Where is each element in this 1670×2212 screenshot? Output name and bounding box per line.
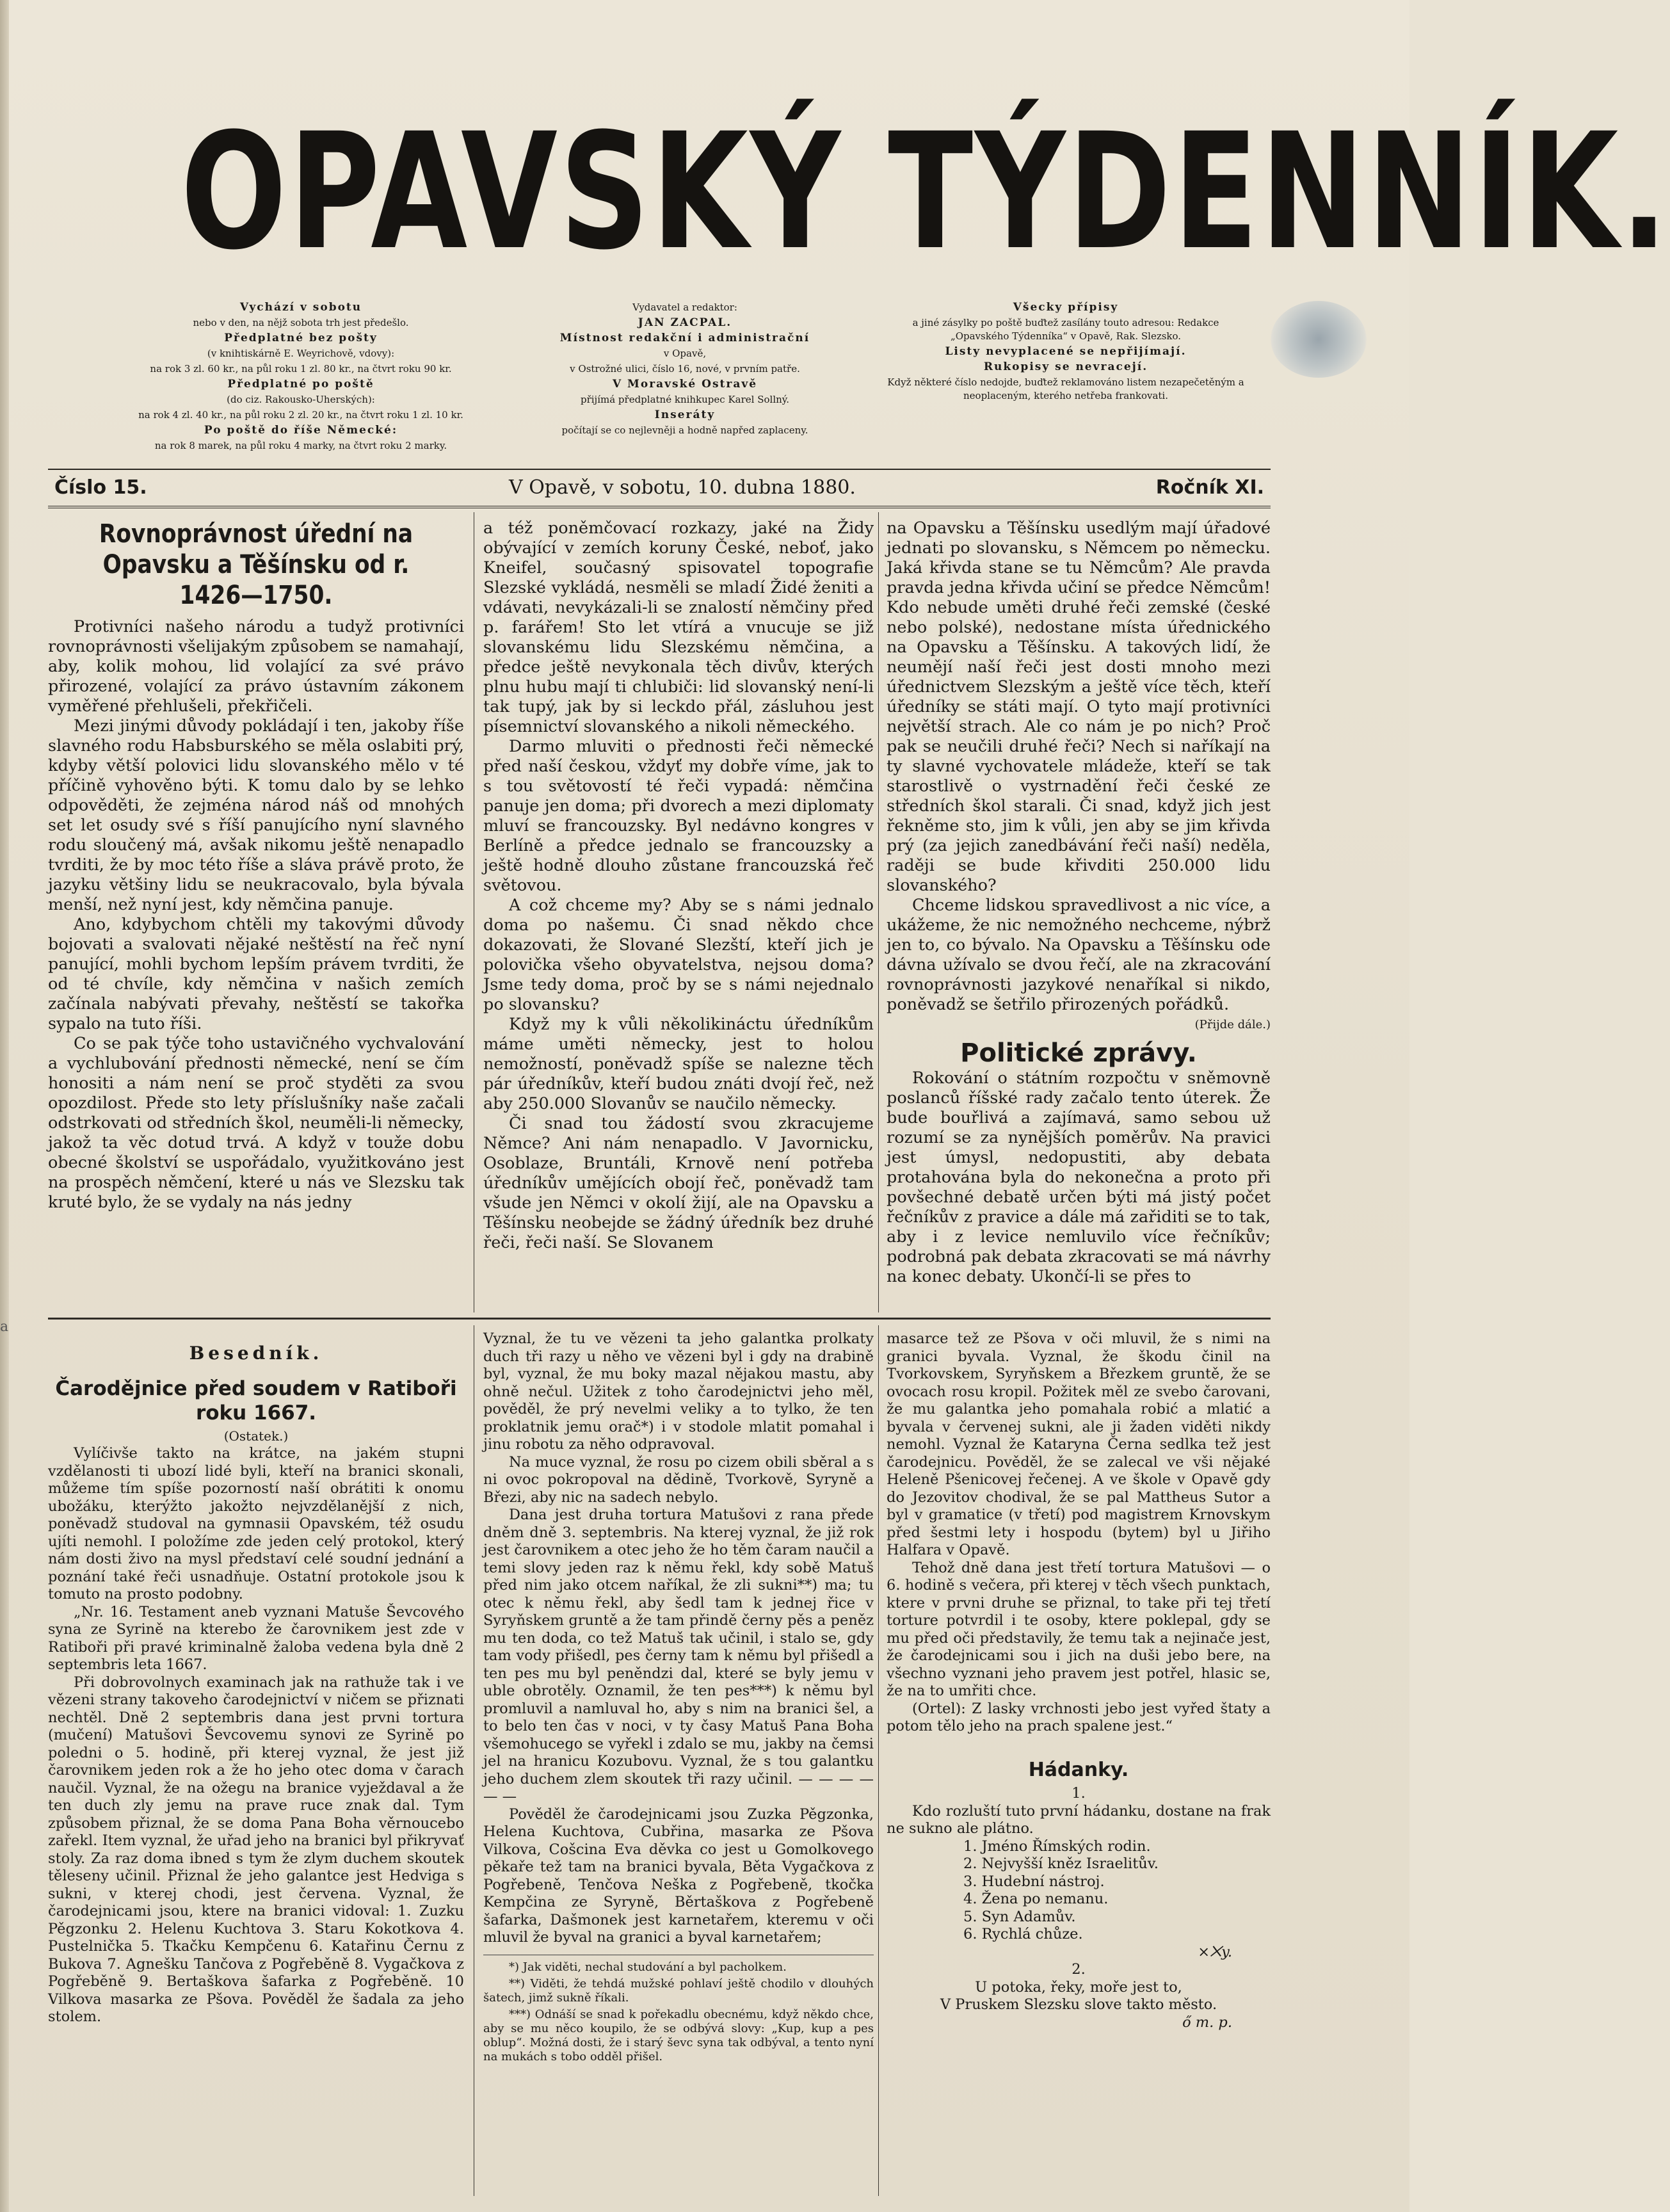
riddle-item: 3. Hudební nástroj. [963,1873,1105,1890]
info-line: Když některé číslo nedojde, buďtež reklamováno listem nezapečetěným a neoplaceným, kterého netřeba frankovati. [887,376,1244,401]
info-line: Všecky přípisy [1013,301,1119,314]
info-line: Místnost redakční i administrační [559,332,810,344]
feuilleton-headline: Čarodějnice před soudem v Ratiboři roku 1667. [55,1376,457,1425]
info-line: JAN ZACPAL. [638,316,732,329]
footnotes [483,1955,874,2064]
info-line: přijímá předplatné knihkupec Karel Sollný. [580,394,790,405]
riddle-item: 4. Žena po nemanu. [963,1891,1109,1907]
library-stamp [1271,301,1367,378]
riddle-item: 2. Nejvyšší kněz Israelitův. [963,1855,1159,1872]
paragraph: Protivníci našeho národu a tudyž protivníci rovnoprávnosti všelijakým způsobem se namahají, aby, kolik mohou, lid volající za své právo přirozené, volající za právo ústavním zákonem vyměřené přehlušeli, překřičeli. [48,617,464,716]
editorial-info [506,301,864,439]
issue-bar [48,469,1271,508]
info-line: Předplatné po poště [227,378,374,391]
correspondence-info [883,301,1248,405]
feuilleton-section-title: Besedník. [189,1343,323,1364]
info-line: (do ciz. Rakousko-Uherských): [227,394,375,405]
paragraph: A což chceme my? Aby se s námi jednalo doma po našemu. Či snad někdo chce dokazovati, že Slované Slezští, kteří jich je polovička všeho obyvatelstva, nejsou doma? Jsme tedy doma, proč by se s námi nejednalo po slovansku? [483,896,874,1014]
politics-heading: Politické zprávy. [960,1038,1197,1068]
info-line: počítají se co nejlevněji a hodně napřed zaplaceny. [561,424,808,436]
binding-edge [0,0,9,2212]
footnote: **) Viděti, že tehdá mužské pohlaví ještě chodilo v dlouhých šatech, jimž sukně říkali. [483,1976,874,2005]
footnote: ***) Odnáší se snad k pořekadlu obecnému, když někdo chce, aby se mu něco koupilo, že se odbývá slovy: „Kup, kup a pes oblup“. Možná dosti, že i starý ševc syna tak odbýval, a tento nyní na mukách s tobo odděl přišel. [483,2007,874,2063]
info-line: nebo v den, na nějž sobota trh jest předešlo. [193,317,409,328]
column-rule [878,512,879,1312]
info-line: Rukopisy se nevracejí. [983,360,1148,373]
paragraph: „Nr. 16. Testament aneb vyznani Matuše Ševcového syna ze Syrině na kterebo že čarovnikem jest zde v Ratiboři při pravé kriminalně žaloba vedena byla dně 2 septembris leta 1667. [48,1603,464,1673]
info-line: v Ostrožné ulici, číslo 16, nové, v prvním patře. [570,363,800,375]
continued-note: (Přijde dále.) [1194,1018,1271,1031]
feuilleton-column-1 [48,1344,464,2026]
paragraph: Darmo mluviti o přednosti řeči německé před naší českou, vždyť my dobře víme, jak to s tou světovostí té řeči vypadá: němčina panuje jen doma; při dvorech a mezi diplomaty mluví se francouzsky. Byl nedávno kongres v Berlíně a předce jednalo se francouzsky a ještě hodně dlouho zůstane francouzská řeč světovou. [483,737,874,895]
paragraph: Pověděl že čarodejnicami jsou Zuzka Pěgzonka, Helena Kuchtova, Cubřina, masarka ze Pšova Vilkova, Cošcina Eva děvka co jest u Gomolkovego pěkaře tež tam na branici byvala, Běta Vygačkova z Pogřebeně, Tenčova Neška z Pogřebeně, tkočka Kempčina ze Syryně, Běrtaškova z Pogřebeně šafarka, Dašmonek jest karnetařem, kteremu v oči mluvil že byval na granici a byval karnetařem; [483,1805,874,1946]
paragraph: Ano, kdybychom chtěli my takovými důvody bojovati a svalovati nějaké neštěstí na řeč nyní panující, mohli bychom lepším právem tvrditi, že od té chvíle, kdy němčina v našich zemích začínala nabývati převahy, neštěstí se takořka sypalo na tuto říši. [48,915,464,1033]
section-rule [48,1318,1271,1320]
info-line: v Opavě, [663,348,707,359]
riddle-item: 6. Rychlá chůze. [963,1926,1083,1942]
paragraph: Chceme lidskou spravedlivost a nic více, a ukážeme, že nic nemožného nechceme, nýbrž jen to, co bývalo. Na Opavsku a Těšínsku ode dávna užívalo se dvou řečí, ale na zkracování rovnoprávnosti jazykové nenaříkal si nikdo, poněvadž se šetřilo přirozených pořádků. [887,896,1271,1014]
footnote: *) Jak viděti, nechal studování a byl pacholkem. [509,1960,787,1974]
info-line: na rok 8 marek, na půl roku 4 marky, na čtvrt roku 2 marky. [154,440,447,451]
masthead-title: OPAVSKÝ TÝDENNÍK. [181,99,1670,285]
riddle-intro: Kdo rozluští tuto první hádanku, dostane na frak ne sukno ale plátno. [887,1802,1271,1837]
feuilleton-byline: (Ostatek.) [223,1428,289,1444]
riddles-heading: Hádanky. [1028,1758,1129,1781]
riddle-item: 5. Syn Adamův. [963,1908,1076,1925]
article-headline: Rovnoprávnost úřední na Opavsku a Těšínsku od r. 1426—1750. [99,519,413,610]
paragraph: Vyznal, že tu ve vězeni ta jeho galantka prolkaty duch tři razy u něho ve vězeni byl i gdy na drabině byl, vyznal, že mu boky mazal nějakou mastu, aby ohně nečul. Užitek z toho čarodejnictvi jeho měl, pověděl, že prý nevelmi veliky a to tylko, že ten proklatnik jemu orač*) i v stodole mlatit pomahal i jinu robotu za něho odpravoval. [483,1330,874,1453]
info-line: Inseráty [654,408,716,421]
paragraph: masarce tež ze Pšova v oči mluvil, že s nimi na granici byvala. Vyznal, že škodu činil na Tvorkovskem, Syryňskem a Březkem gruntě, že se ovocach rosu kropil. Požitek měl ze svebo čarovani, že mu galantka jeho pomahala robić a mlatić a byvala v červenej sukni, ale ji žaden viděti nikdy nemohl. Vyznal že Kataryna Černa sedlka tež jest čarodejnicu. Pověděl, že se zalecal ve vši nějaké Heleně Pšenicovej řečenej. A ve škole v Opavě gdy do Jezovitov chodival, že se pal Mattheus Sutor a byl v gramatice (v třetí) pod magistrem Krnovskym před šestmi lety i hospodu (bytem) byl u Jiřiho Halfara v Opavě. [887,1330,1271,1558]
paragraph: Mezi jinými důvody pokládají i ten, jakoby říše slavného rodu Habsburského se měla oslabiti prý, kdyby větší polovici lidu slovanského mělo v té příčině vyhověno býti. K tomu dalo by se lehko odpověděti, že zejména národ náš od mnohých set let osudy své s říší panujícího nyní slavného rodu sloučený má, avšak nikomu ještě nenapadlo tvrditi, že by moc této říše a sláva právě proto, že jazyku většiny lidu se neukracovalo, byla bývala menší, než nyní jest, kdy němčina panuje. [48,716,464,914]
article-column-2 [483,519,874,1253]
paragraph: (Ortel): Z lasky vrchnosti jebo jest vyřed štaty a potom tělo jeho na prach spalene jest.“ [887,1700,1271,1734]
feuilleton-column-2 [483,1330,874,2067]
issue-volume: Ročník XI. [1155,476,1264,499]
info-line: V Moravské Ostravě [612,378,758,391]
feuilleton-column-3 [887,1330,1271,2031]
paragraph: Při dobrovolnych examinach jak na rathuže tak i ve vězeni strany takoveho čarodejnictví v ničem se přiznati nechtěl. Dně 2 septembris dana jest prvni tortura (mučení) Matušovi Ševcovemu synovi ze Syrině po poledni o 5. hodině, při kterej vyznal, že jest již čarovnikem jeden rok a že ho jeho otec doma v čarach naučil. Vyznal, že na ožegu na branice vyježdaval a že ten duch zly jemu na prave ruce znak dal. Tym způsobem přiznal, že se doma Pana Boha věrnoucebo zařekl. Item vyznal, že uřad jeho na branici byl přikryvať stoly. Za raz doma ibned s tym že zlym duchem skoutek těleseny učinil. Přiznal že jeho galantce jest Hedviga s sukni, v kterej chodi, jest červena. Vyznal, že čarodejnicami jsou, ktere na branici vidoval: 1. Zuzku Pěgzonku 2. Helenu Kuchtova 3. Staru Kokotkova 4. Pustelnička 5. Tkačku Kempčenu 6. Katařinu Černu z Bukova 7. Agnešku Tančova z Pogřeběně 8. Vygačkova z Pogřeběně 9. Bertaškova šafarka z Pogřeběně. 10 Vilkova masarka ze Pšova. Pověděl že šadala za jeho stolem. [48,1674,464,2025]
paragraph: Dana jest druha tortura Matušovi z rana přede dněm dně 3. septembris. Na kterej vyznal, že již rok jest čarovnikem a otec jeho že ho těm čaram naučil a temi slovy jeden raz k němu řekl, kdy sobě Matuš před nim jako otcem naříkal, že zli sukni**) ma; tu otec k němu řekl, aby šedl tam k jednej řice v Syryňskem gruntě a že tam přindě černy pěs a peněz mu ten doda, co tež Matuš tak učinil, i stalo se, gdy tam vody přišedl, pes černy tam k němu byl přišedl a ten pes mu byl peněndzi dal, které se byly jemu v uble obrotěly. Oznamil, že ten pes***) k němu byl promluvil a namluval ho, aby s nim na branici šel, a to belo ten čas v noci, v ty časy Matuš Pana Boha všemohucego se vyřekl i zdalo se mu, jakby na čemsi jel na hranicu Kozubovu. Vyznal, že s tou galantku jeho duchem zlem skoutek tři razy učinil. — — — — — — [483,1506,874,1805]
article-column-3 [887,519,1271,1287]
riddle-item: 1. Jméno Římských rodin. [963,1837,1151,1855]
paragraph: a též poněmčovací rozkazy, jaké na Židy obývající v zemích koruny České, neboť, jako Kneifel, současný spisovatel topografie Slezské vykládá, nesměli se mladí Židé ženiti a vdávati, nevykázali-li se znalostí němčiny před p. farářem! Sto let vtírá a vnucuje se již slovanskému lidu Slezskému němčina, a předce ještě nevykonala těch divův, kterých plnu hubu mají ti chlubiči: lid slovanský není-li tak tupý, jak by si leckdo přál, zásluhou jest písemnictví slovanského a nikoli německého. [483,519,874,736]
info-line: (v knihtiskárně E. Weyrichově, vdovy): [207,348,395,359]
paragraph: Když my k vůli několikináctu úředníkům máme uměti německy, jest to holou nemožností, poněvadž spíše se nalezne těch pár úředníkův, kteří budou znáti dvojí řeč, než aby 250.000 Slovanův se naučilo německy. [483,1015,874,1113]
riddle-line: V Pruskem Slezsku slove takto město. [940,1996,1217,2013]
info-line: Po poště do říše Německé: [204,424,398,437]
column-rule [878,1325,879,2196]
riddle-mark: ×⨉y. [1198,1943,1232,1960]
paragraph: Rokování o státním rozpočtu v sněmovně poslanců říšské rady začalo tento úterek. Že bude bouřlivá a zajímavá, samo sebou už rozumí se za nynějších poměrův. Na pravici jest úmysl, nedopustiti, aby debata protahována byla do nekonečna a proto při povšechné debatě určen býti má jistý počet řečníkův z pravice a dále má zařiditi se to tak, aby i z levice nemluvilo více řečníkův; podrobná pak debata zkracovati se má návrhy na konec debaty. Ukončí-li se přes to [887,1069,1271,1286]
riddle-line: U potoka, řeky, moře jest to, [975,1978,1182,1996]
article-column-1 [48,519,464,1213]
info-line: Předplatné bez pošty [224,332,378,344]
riddle-number: 2. [1072,1961,1086,1978]
issue-number: Číslo 15. [54,476,147,499]
margin-mark: a [0,1319,9,1335]
info-line: a jiné zásylky po poště buďtež zasílány touto adresou: Redakce „Opavského Týdenníka“ v Opavě, Rak. Slezsko. [912,317,1219,342]
paragraph: na Opavsku a Těšínsku usedlým mají úřadové jednati po slovansku, s Němcem po německu. Jaká křivda stane se tu Němcům? Ale pravda pravda jedna křivda učiní se předce Němcům! Kdo nebude uměti druhé řeči zemské (české nebo polské), nedostane místa úřednického na Opavsku a Těšínsku. A takových lidí, že neumějí naší řeči jest dosti mnoho mezi úřednictvem Slezským a ještě více těch, kteří úředníky se státi mají. O tyto mají protivníci největší strach. Ale co nám je po nich? Proč pak se neučili druhé řeči? Nech si naříkají na ty slavné vychovatele mládeže, kteří se tak starostlivě o vystrnadění řeči české ze středních škol starali. Či snad, když jich jest řekněme sto, jim k vůli, jen aby se jim křivda prý (za jejich zanedbávání řeči naší) neděla, raději se bude křivditi 250.000 lidu slovanského? [887,519,1271,895]
paragraph: Vylíčivše takto na krátce, na jakém stupni vzdělanosti ti ubozí lidé byli, kteří na branici skonali, můžeme tím spíše pozorností naší obrátiti k onomu ubožáku, kterýžto jakožto nejvzdělanější z nich, poněvadž studoval na gymnasii Opavském, též osudu ujíti nemohl. I položíme zde jeden celý protokol, který nám dosti živo na mysl představí celé soudní jednání a poznání také řeči usnadňuje. Ostatní protokole jsou k tomuto na prosto podobny. [48,1445,464,1602]
info-line: Vydavatel a redaktor: [632,302,737,313]
riddle-signature: ő m. p. [1182,2014,1232,2031]
info-line: Vychází v sobotu [239,301,362,314]
paragraph: Co se pak týče toho ustavičného vychvalování a vychlubování přednosti německé, není se čím honositi a nám není se proč styděti za svou opozdilost. Přede sto lety příslušníky naše začali odstrkovati od středních škol, neuměli-li německy, jakož ta věc dotud trvá. A když v touže dobu obecné školství se uspořádalo, využitkováno jest na prospěch němčení, které u nás ve Slezsku tak kruté bylo, že se vydaly na nás jedny [48,1034,464,1212]
subscription-info [115,301,486,455]
issue-place-date: V Opavě, v sobotu, 10. dubna 1880. [509,476,856,499]
paragraph: Tehož dně dana jest třetí tortura Matušovi — o 6. hodině s večera, při kterej v těch všech punktach, ktere v prvni druhe se přiznal, to take při tej třetí torture potvrdil i te osoby, ktere poklepal, gdy se mu před oči představily, že temu tak a nejinače jest, že čarodejnicami sou i jich na duši jebo bere, na všechno vyznani jeho pravem jest potřel, hlasic se, že na to umřiti chce. [887,1559,1271,1699]
riddle-list [963,1838,1271,1944]
paragraph: Na muce vyznal, že rosu po cizem obili sběral a s ni ovoc pokropoval na dědině, Tvorkově, Syryně a Březi, aby nic na sadech nebylo. [483,1453,874,1506]
info-line: na rok 4 zl. 40 kr., na půl roku 2 zl. 20 kr., na čtvrt roku 1 zl. 10 kr. [138,409,463,421]
riddle-number: 1. [1072,1785,1086,1802]
paragraph: Či snad tou žádostí svou zkracujeme Němce? Ani nám nenapadlo. V Javornicku, Osoblaze, Bruntáli, Krnově není potřeba úředníkův umějících obojí řeč, poněvadž tam všude jen Němci v okolí žijí, ale na Opavsku a Těšínsku neobejde se žádný úředník bez druhé řeči, řeči naší. Se Slovanem [483,1114,874,1252]
info-line: Listy nevyplacené se nepřijímají. [945,345,1187,358]
info-line: na rok 3 zl. 60 kr., na půl roku 1 zl. 80 kr., na čtvrt roku 90 kr. [150,363,452,375]
